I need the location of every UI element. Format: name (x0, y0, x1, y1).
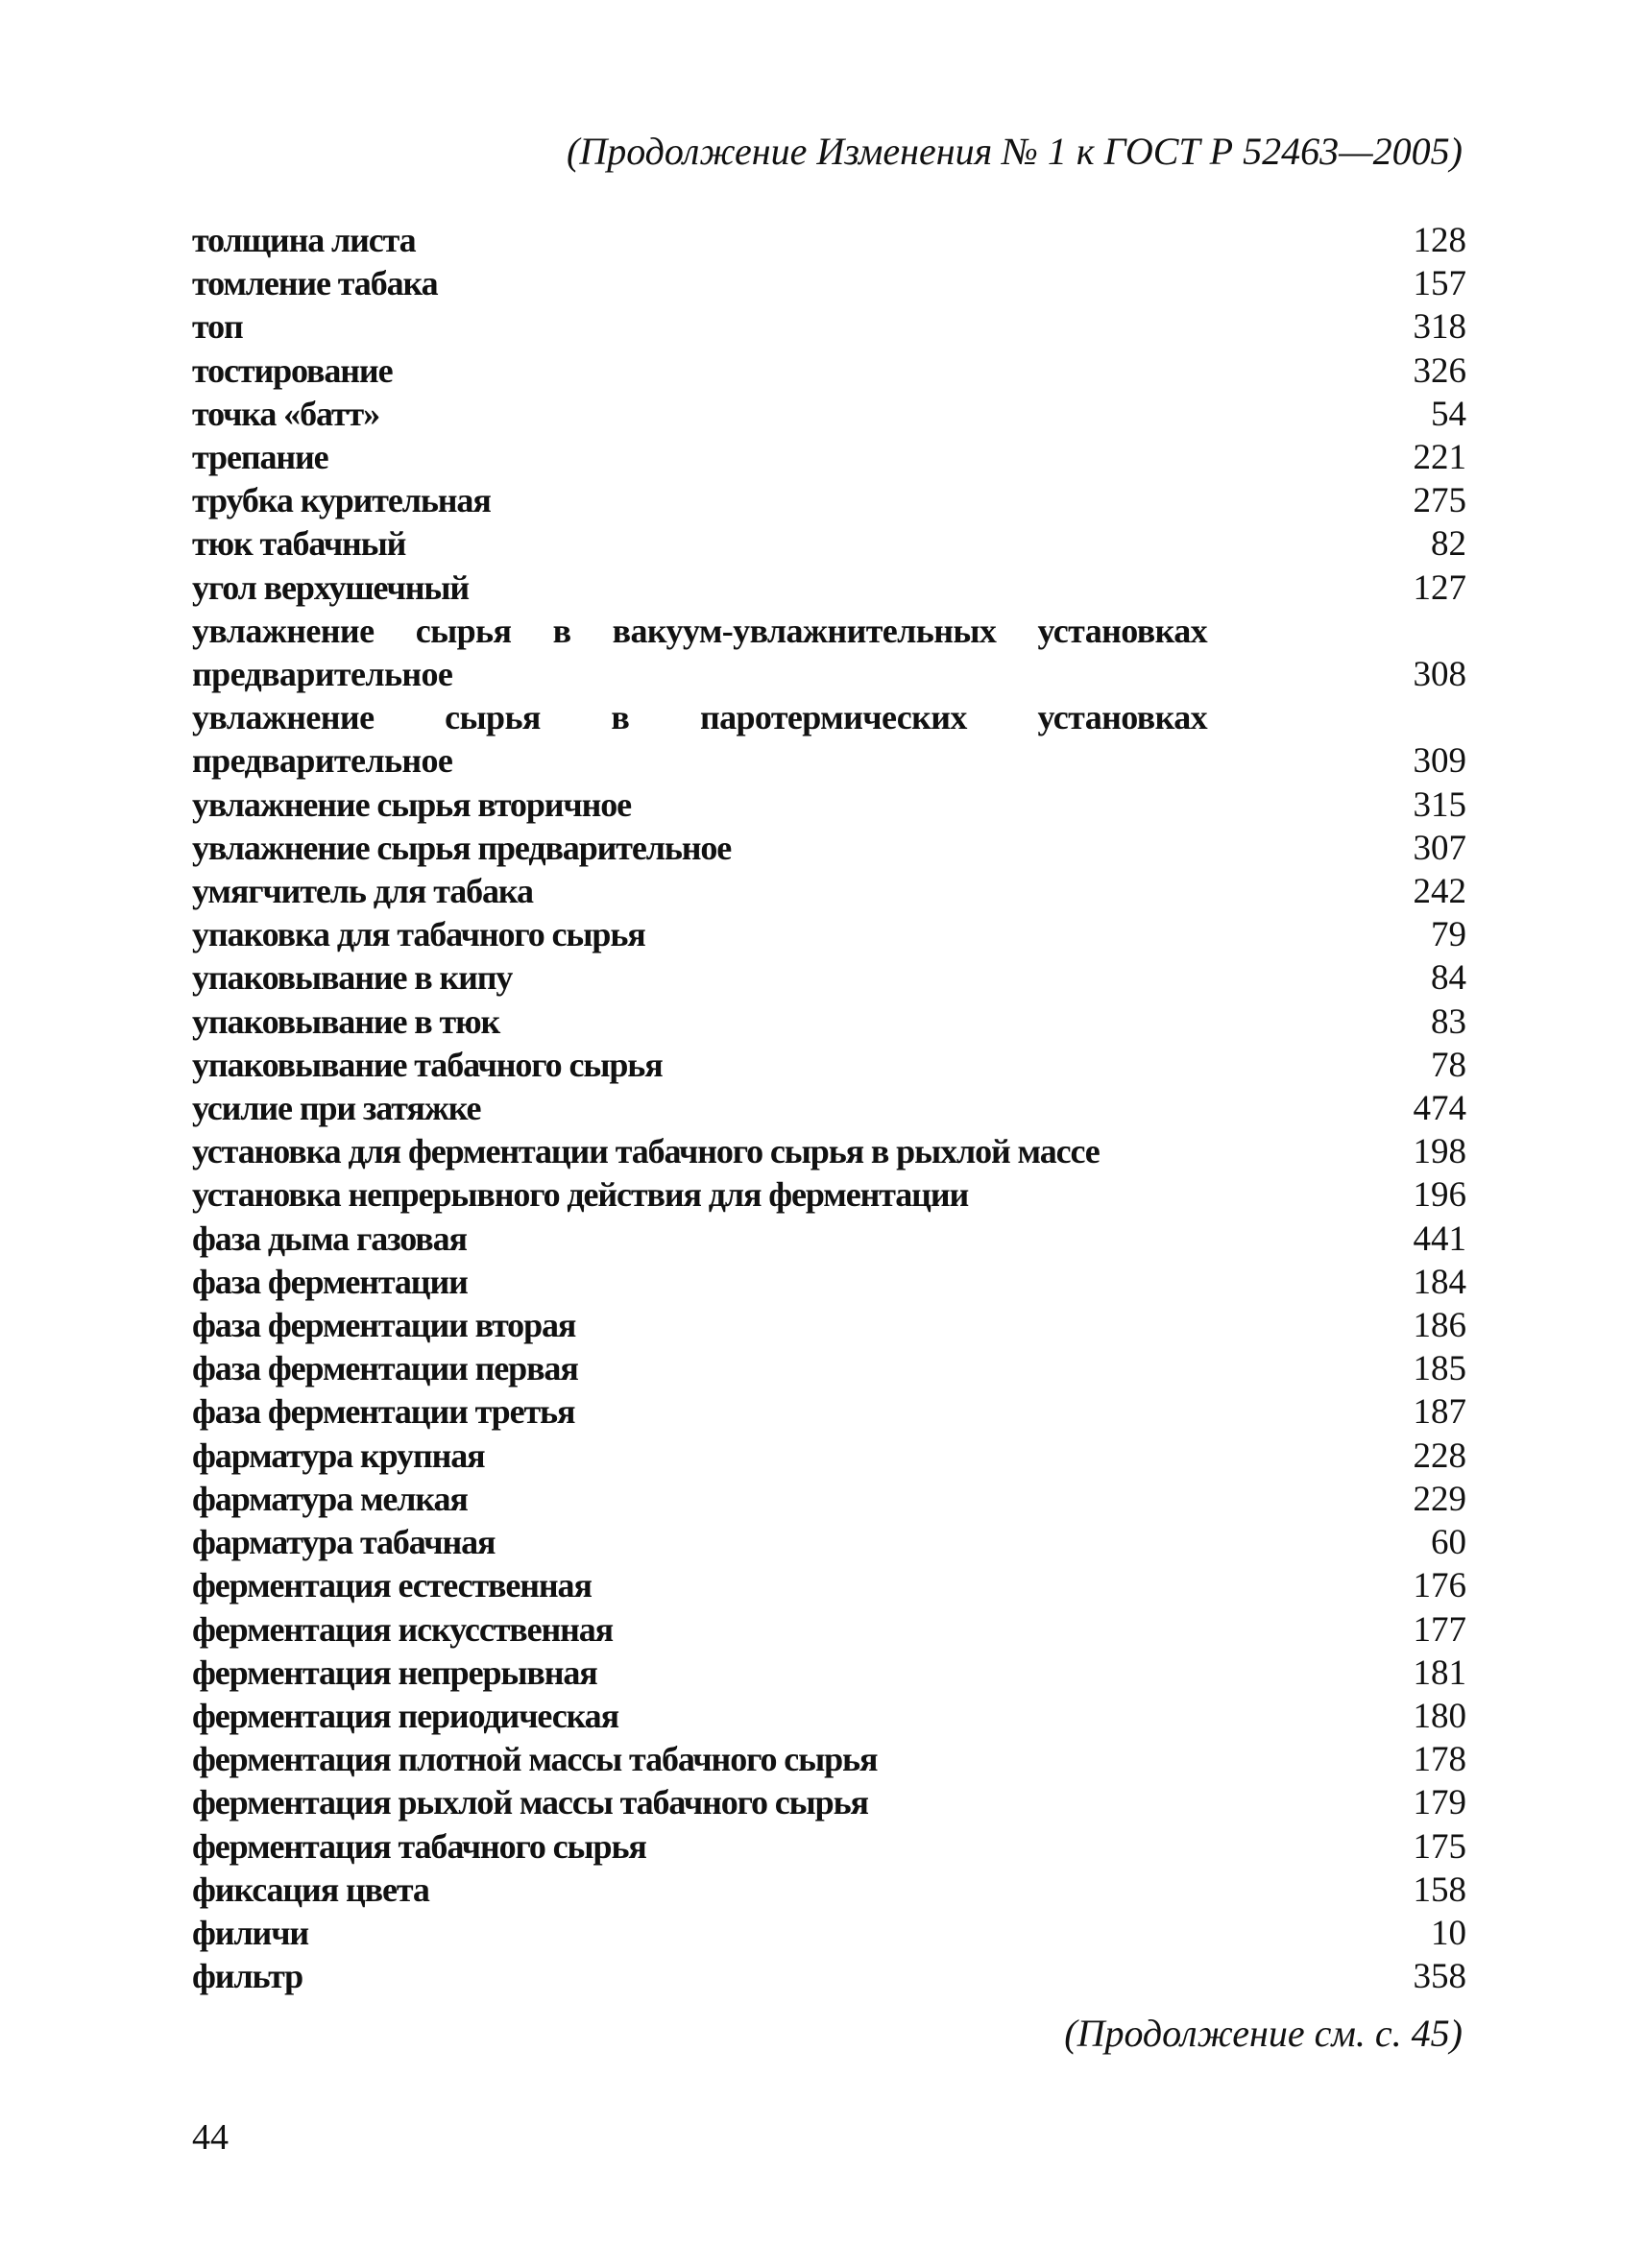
index-entry (192, 393, 1466, 436)
index-term: увлажнение сырья вторичное (192, 784, 632, 824)
index-term: фаза ферментации (192, 1262, 468, 1301)
index-entry (192, 870, 1466, 913)
continuation-header: (Продолжение Изменения № 1 к ГОСТ Р 52463—2005) (567, 130, 1463, 173)
index-entry (192, 1173, 1466, 1217)
index-entry (192, 696, 1466, 783)
index-number: 229 (1413, 1479, 1466, 1519)
index-entry (192, 1390, 1466, 1434)
index-term: фиксация цвета (192, 1870, 429, 1909)
index-term: упаковка для табачного сырья (192, 915, 645, 954)
index-number: 326 (1413, 350, 1466, 391)
index-term: увлажнение сырья в паротермических установках предварительное (192, 698, 1207, 781)
index-number: 242 (1413, 872, 1466, 912)
index-entry (192, 1478, 1466, 1521)
index-number: 177 (1413, 1609, 1466, 1650)
index-entry (192, 1912, 1466, 1955)
index-term: топ (192, 307, 243, 347)
index-entry (192, 1261, 1466, 1304)
index-term: ферментация плотной массы табачного сырья (192, 1740, 878, 1779)
index-entry (192, 522, 1466, 566)
index-entry (192, 1130, 1466, 1173)
index-entry (192, 1521, 1466, 1564)
index-number: 127 (1413, 567, 1466, 608)
index-entry (192, 436, 1466, 479)
index-term: томление табака (192, 264, 438, 303)
index-term: тостирование (192, 350, 393, 390)
index-number: 185 (1413, 1349, 1466, 1389)
index-term: упаковывание в кипу (192, 958, 513, 998)
index-term: филичи (192, 1913, 309, 1952)
index-term: фарматура крупная (192, 1436, 485, 1475)
index-number: 228 (1413, 1436, 1466, 1476)
index-entry (192, 479, 1466, 522)
index-number: 309 (1413, 741, 1466, 782)
index-number: 318 (1413, 307, 1466, 348)
index-term: фаза ферментации первая (192, 1349, 578, 1388)
index-entry (192, 913, 1466, 956)
index-number: 180 (1413, 1696, 1466, 1736)
index-number: 84 (1431, 958, 1466, 999)
index-number: 175 (1413, 1826, 1466, 1867)
page-number: 44 (192, 2117, 229, 2158)
index-number: 82 (1431, 524, 1466, 565)
index-entry (192, 1695, 1466, 1738)
index-number: 308 (1413, 655, 1466, 695)
index-term: фарматура мелкая (192, 1479, 468, 1518)
index-term: ферментация рыхлой массы табачного сырья (192, 1783, 868, 1822)
index-term: усилие при затяжке (192, 1089, 481, 1128)
index-term: ферментация искусственная (192, 1609, 614, 1649)
index-entry (192, 1218, 1466, 1261)
index-number: 184 (1413, 1262, 1466, 1302)
index-term: тюк табачный (192, 524, 406, 564)
index-term: трепание (192, 438, 328, 477)
index-entry (192, 827, 1466, 870)
index-term: установка для ферментации табачного сырья в рыхлой массе (192, 1132, 1100, 1171)
index-number: 157 (1413, 264, 1466, 304)
index-number: 60 (1431, 1523, 1466, 1563)
index-term: установка непрерывного действия для ферментации (192, 1175, 969, 1215)
index-entry (192, 610, 1466, 696)
index-number: 358 (1413, 1957, 1466, 1997)
index-term: умягчитель для табака (192, 872, 533, 911)
index-number: 196 (1413, 1175, 1466, 1216)
index-entry (192, 1738, 1466, 1781)
index-entry (192, 784, 1466, 827)
index-term: точка «батт» (192, 394, 380, 433)
index-term: увлажнение сырья предварительное (192, 828, 732, 867)
index-term: фарматура табачная (192, 1523, 496, 1562)
index-entry (192, 1435, 1466, 1478)
index-term: упаковывание табачного сырья (192, 1045, 663, 1084)
index-entry (192, 1001, 1466, 1044)
index-entry (192, 1955, 1466, 1998)
index-number: 78 (1431, 1045, 1466, 1085)
index-number: 181 (1413, 1653, 1466, 1693)
index-number: 158 (1413, 1870, 1466, 1910)
index-number: 79 (1431, 915, 1466, 955)
index-number: 275 (1413, 481, 1466, 521)
index-number: 186 (1413, 1306, 1466, 1346)
index-number: 176 (1413, 1566, 1466, 1606)
index-entry (192, 1825, 1466, 1869)
index-term: фаза ферментации вторая (192, 1306, 576, 1345)
index-entry (192, 1087, 1466, 1130)
index-term: ферментация естественная (192, 1566, 592, 1605)
index-term: трубка курительная (192, 481, 491, 520)
index-entry (192, 1044, 1466, 1087)
index-entry (192, 1347, 1466, 1390)
index-entry (192, 219, 1466, 262)
index-entry (192, 1869, 1466, 1912)
index-number: 474 (1413, 1089, 1466, 1129)
index-entry (192, 350, 1466, 393)
index-number: 178 (1413, 1740, 1466, 1780)
index-number: 315 (1413, 784, 1466, 825)
continuation-footer: (Продолжение см. с. 45) (1064, 2012, 1463, 2055)
index-number: 83 (1431, 1001, 1466, 1042)
index-number: 221 (1413, 438, 1466, 478)
index-term: фильтр (192, 1957, 303, 1996)
index-entry (192, 262, 1466, 305)
index-number: 307 (1413, 828, 1466, 868)
index-term: ферментация периодическая (192, 1696, 618, 1735)
term-index-list (192, 219, 1466, 1998)
index-entry (192, 1781, 1466, 1824)
index-entry (192, 1608, 1466, 1652)
index-entry (192, 1652, 1466, 1695)
index-entry (192, 567, 1466, 610)
index-number: 54 (1431, 394, 1466, 434)
index-term: упаковывание в тюк (192, 1001, 500, 1041)
index-term: угол верхушечный (192, 567, 470, 607)
index-number: 128 (1413, 221, 1466, 260)
index-entry (192, 956, 1466, 1000)
index-number: 198 (1413, 1132, 1466, 1172)
index-entry (192, 1304, 1466, 1347)
index-number: 10 (1431, 1913, 1466, 1953)
index-number: 187 (1413, 1392, 1466, 1433)
index-term: увлажнение сырья в вакуум-увлажнительных установках предварительное (192, 611, 1207, 694)
index-number: 179 (1413, 1783, 1466, 1823)
index-term: ферментация непрерывная (192, 1653, 597, 1692)
index-entry (192, 1564, 1466, 1607)
index-term: фаза ферментации третья (192, 1392, 575, 1432)
index-term: толщина листа (192, 221, 416, 259)
index-number: 441 (1413, 1218, 1466, 1259)
index-term: фаза дыма газовая (192, 1218, 467, 1258)
index-entry (192, 305, 1466, 349)
index-term: ферментация табачного сырья (192, 1826, 646, 1866)
